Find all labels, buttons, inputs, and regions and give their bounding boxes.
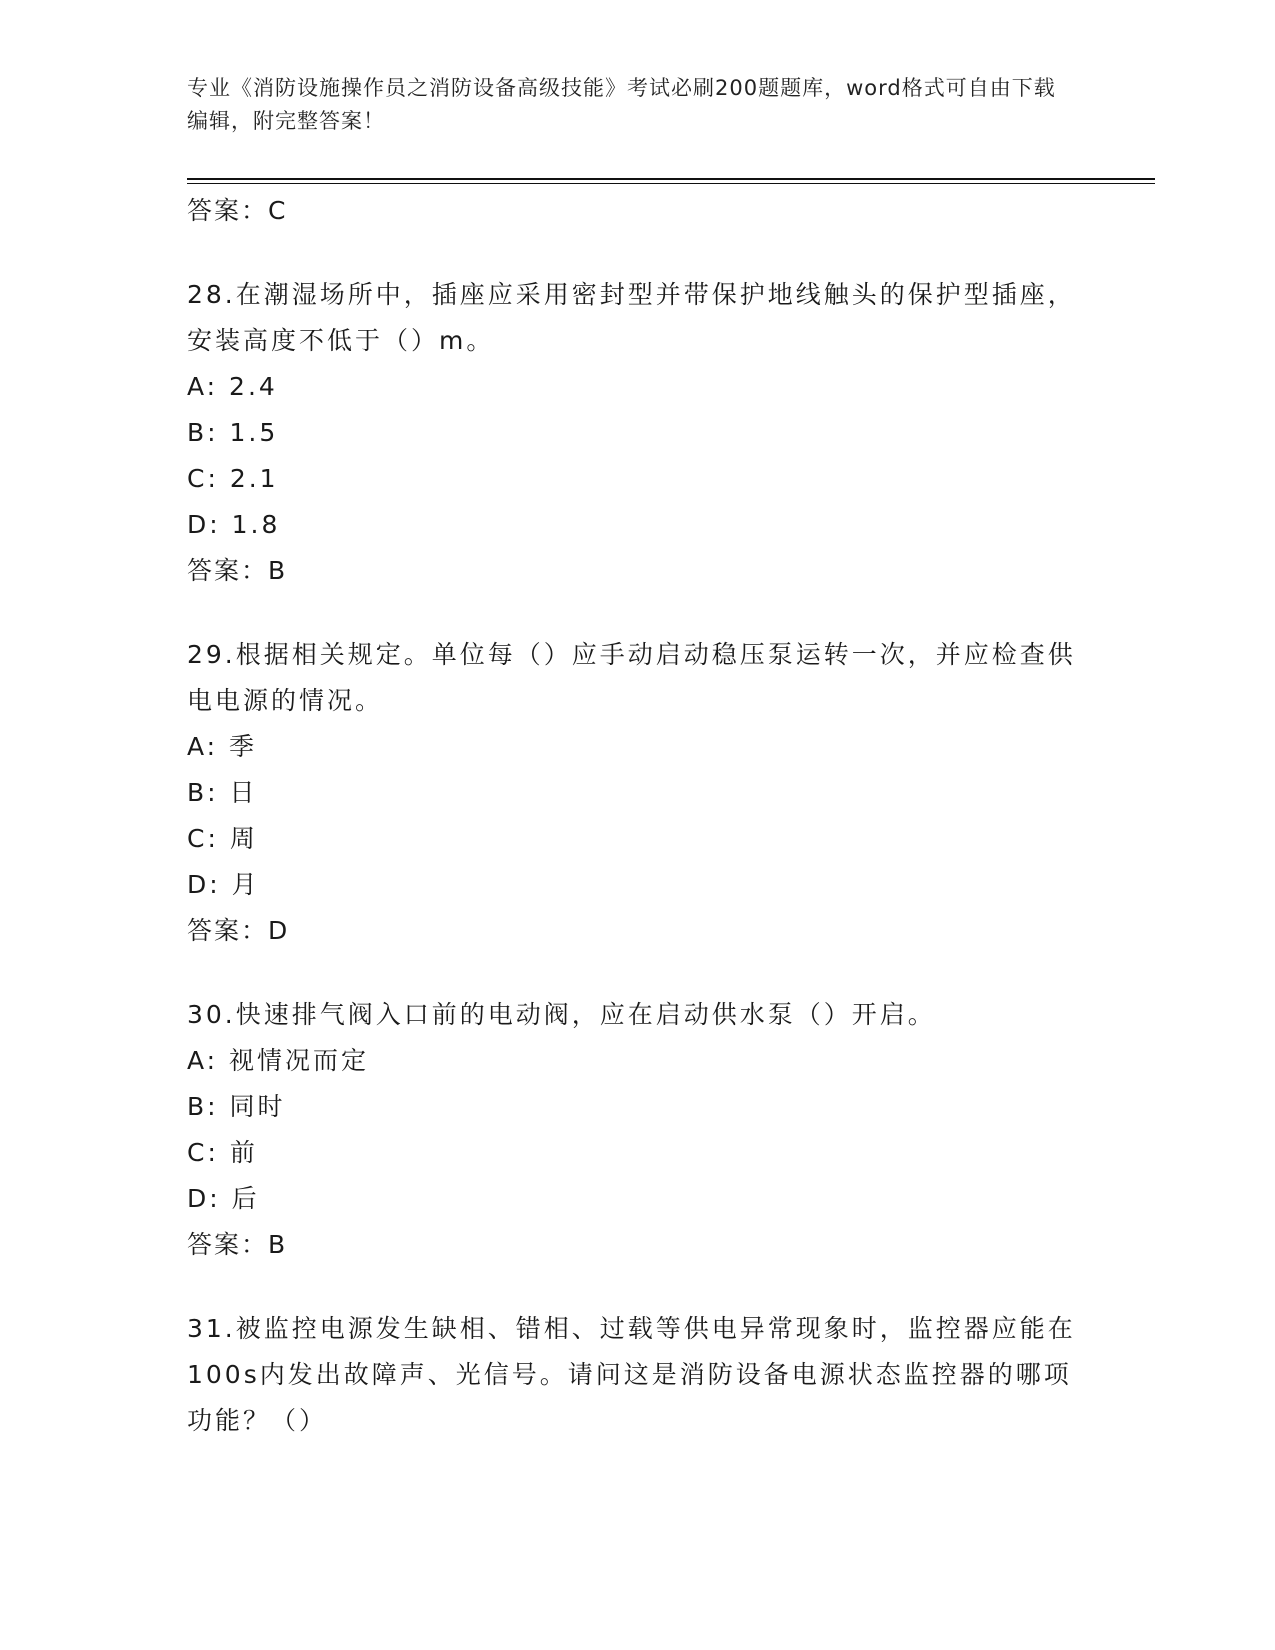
answer-label: 答案：B — [187, 1230, 288, 1259]
option-b: B: 日 — [187, 778, 258, 807]
option-a: A: 2.4 — [187, 372, 278, 401]
option-b: B: 1.5 — [187, 418, 279, 447]
question-28 — [187, 272, 1087, 594]
question-stem: 28.在潮湿场所中，插座应采用密封型并带保护地线触头的保护型插座，安装高度不低于（）m。 — [187, 280, 1076, 355]
option-d: D: 后 — [187, 1184, 260, 1213]
option-d: D: 月 — [187, 870, 260, 899]
question-stem: 31.被监控电源发生缺相、错相、过载等供电异常现象时，监控器应能在100s内发出故障声、光信号。请问这是消防设备电源状态监控器的哪项功能？（） — [187, 1314, 1076, 1435]
option-a: A: 视情况而定 — [187, 1046, 370, 1075]
option-c: C: 周 — [187, 824, 258, 853]
answer-label: 答案：B — [187, 556, 288, 585]
header-divider-thick — [187, 178, 1155, 180]
question-29 — [187, 632, 1087, 954]
question-31 — [187, 1306, 1087, 1444]
header-divider-thin — [187, 183, 1155, 184]
option-b: B: 同时 — [187, 1092, 286, 1121]
option-c: C: 2.1 — [187, 464, 279, 493]
option-a: A: 季 — [187, 732, 258, 761]
answer-label: 答案：C — [187, 196, 288, 225]
question-30 — [187, 992, 1087, 1268]
option-c: C: 前 — [187, 1138, 258, 1167]
option-d: D: 1.8 — [187, 510, 281, 539]
document-intro: 专业《消防设施操作员之消防设备高级技能》考试必刷200题题库，word格式可自由下载编辑，附完整答案！ — [187, 76, 1056, 133]
question-stem: 30.快速排气阀入口前的电动阀，应在启动供水泵（）开启。 — [187, 1000, 936, 1029]
answer-label: 答案：D — [187, 916, 290, 945]
question-list — [187, 188, 1087, 1444]
question-stem: 29.根据相关规定。单位每（）应手动启动稳压泵运转一次，并应检查供电电源的情况。 — [187, 640, 1076, 715]
